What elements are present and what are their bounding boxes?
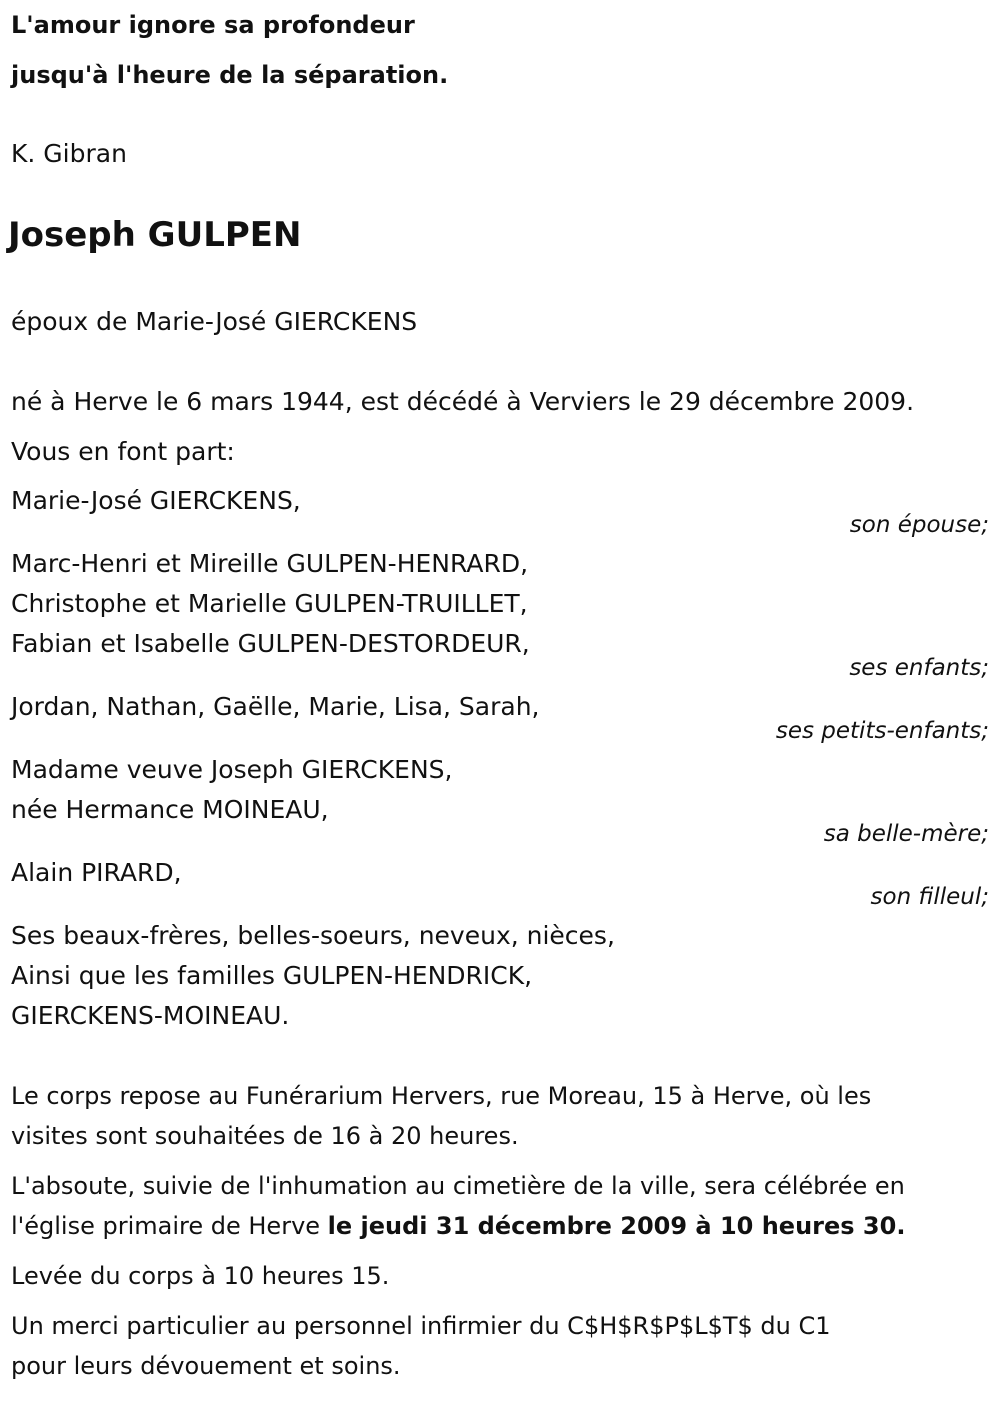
thanks-line: Un merci particulier au personnel infirmier du C$H$R$P$L$T$ du C1: [11, 1312, 831, 1340]
announcement-intro: Vous en font part:: [11, 437, 235, 466]
family-role: son épouse;: [849, 512, 989, 538]
ceremony-line-2: [11, 1211, 905, 1241]
spouse-line: époux de Marie-José GIERCKENS: [11, 307, 418, 336]
family-member-line: née Hermance MOINEAU,: [11, 795, 329, 824]
others-line: Ses beaux-frères, belles-soeurs, neveux, nièces,: [11, 921, 615, 950]
family-member-line: Madame veuve Joseph GIERCKENS,: [11, 755, 453, 784]
quote-line-2: jusqu'à l'heure de la séparation.: [11, 61, 449, 89]
ceremony-location: l'église primaire de Herve: [11, 1212, 328, 1240]
quote-author: K. Gibran: [11, 139, 127, 168]
family-role: ses enfants;: [849, 655, 989, 681]
ceremony-line-1: L'absoute, suivie de l'inhumation au cimetière de la ville, sera célébrée en: [11, 1172, 905, 1200]
family-member-line: Marie-José GIERCKENS,: [11, 486, 301, 515]
ceremony-datetime: le jeudi 31 décembre 2009 à 10 heures 30.: [327, 1212, 906, 1240]
visitation-line: visites sont souhaitées de 16 à 20 heures.: [11, 1122, 519, 1150]
family-role: ses petits-enfants;: [775, 718, 989, 744]
family-member-line: Christophe et Marielle GULPEN-TRUILLET,: [11, 589, 528, 618]
others-line: GIERCKENS-MOINEAU.: [11, 1001, 290, 1030]
family-member-line: Jordan, Nathan, Gaëlle, Marie, Lisa, Sarah,: [11, 692, 540, 721]
thanks-line: pour leurs dévouement et soins.: [11, 1352, 401, 1380]
family-role: sa belle-mère;: [823, 821, 989, 847]
visitation-line: Le corps repose au Funérarium Hervers, rue Moreau, 15 à Herve, où les: [11, 1082, 872, 1110]
family-member-line: Fabian et Isabelle GULPEN-DESTORDEUR,: [11, 629, 530, 658]
family-role: son filleul;: [870, 884, 989, 910]
levee-line: Levée du corps à 10 heures 15.: [11, 1262, 390, 1290]
family-member-line: Alain PIRARD,: [11, 858, 182, 887]
quote-line-1: L'amour ignore sa profondeur: [11, 11, 415, 39]
birth-death-line: né à Herve le 6 mars 1944, est décédé à Verviers le 29 décembre 2009.: [11, 387, 915, 416]
others-line: Ainsi que les familles GULPEN-HENDRICK,: [11, 961, 533, 990]
family-member-line: Marc-Henri et Mireille GULPEN-HENRARD,: [11, 549, 529, 578]
deceased-name: Joseph GULPEN: [8, 215, 302, 255]
